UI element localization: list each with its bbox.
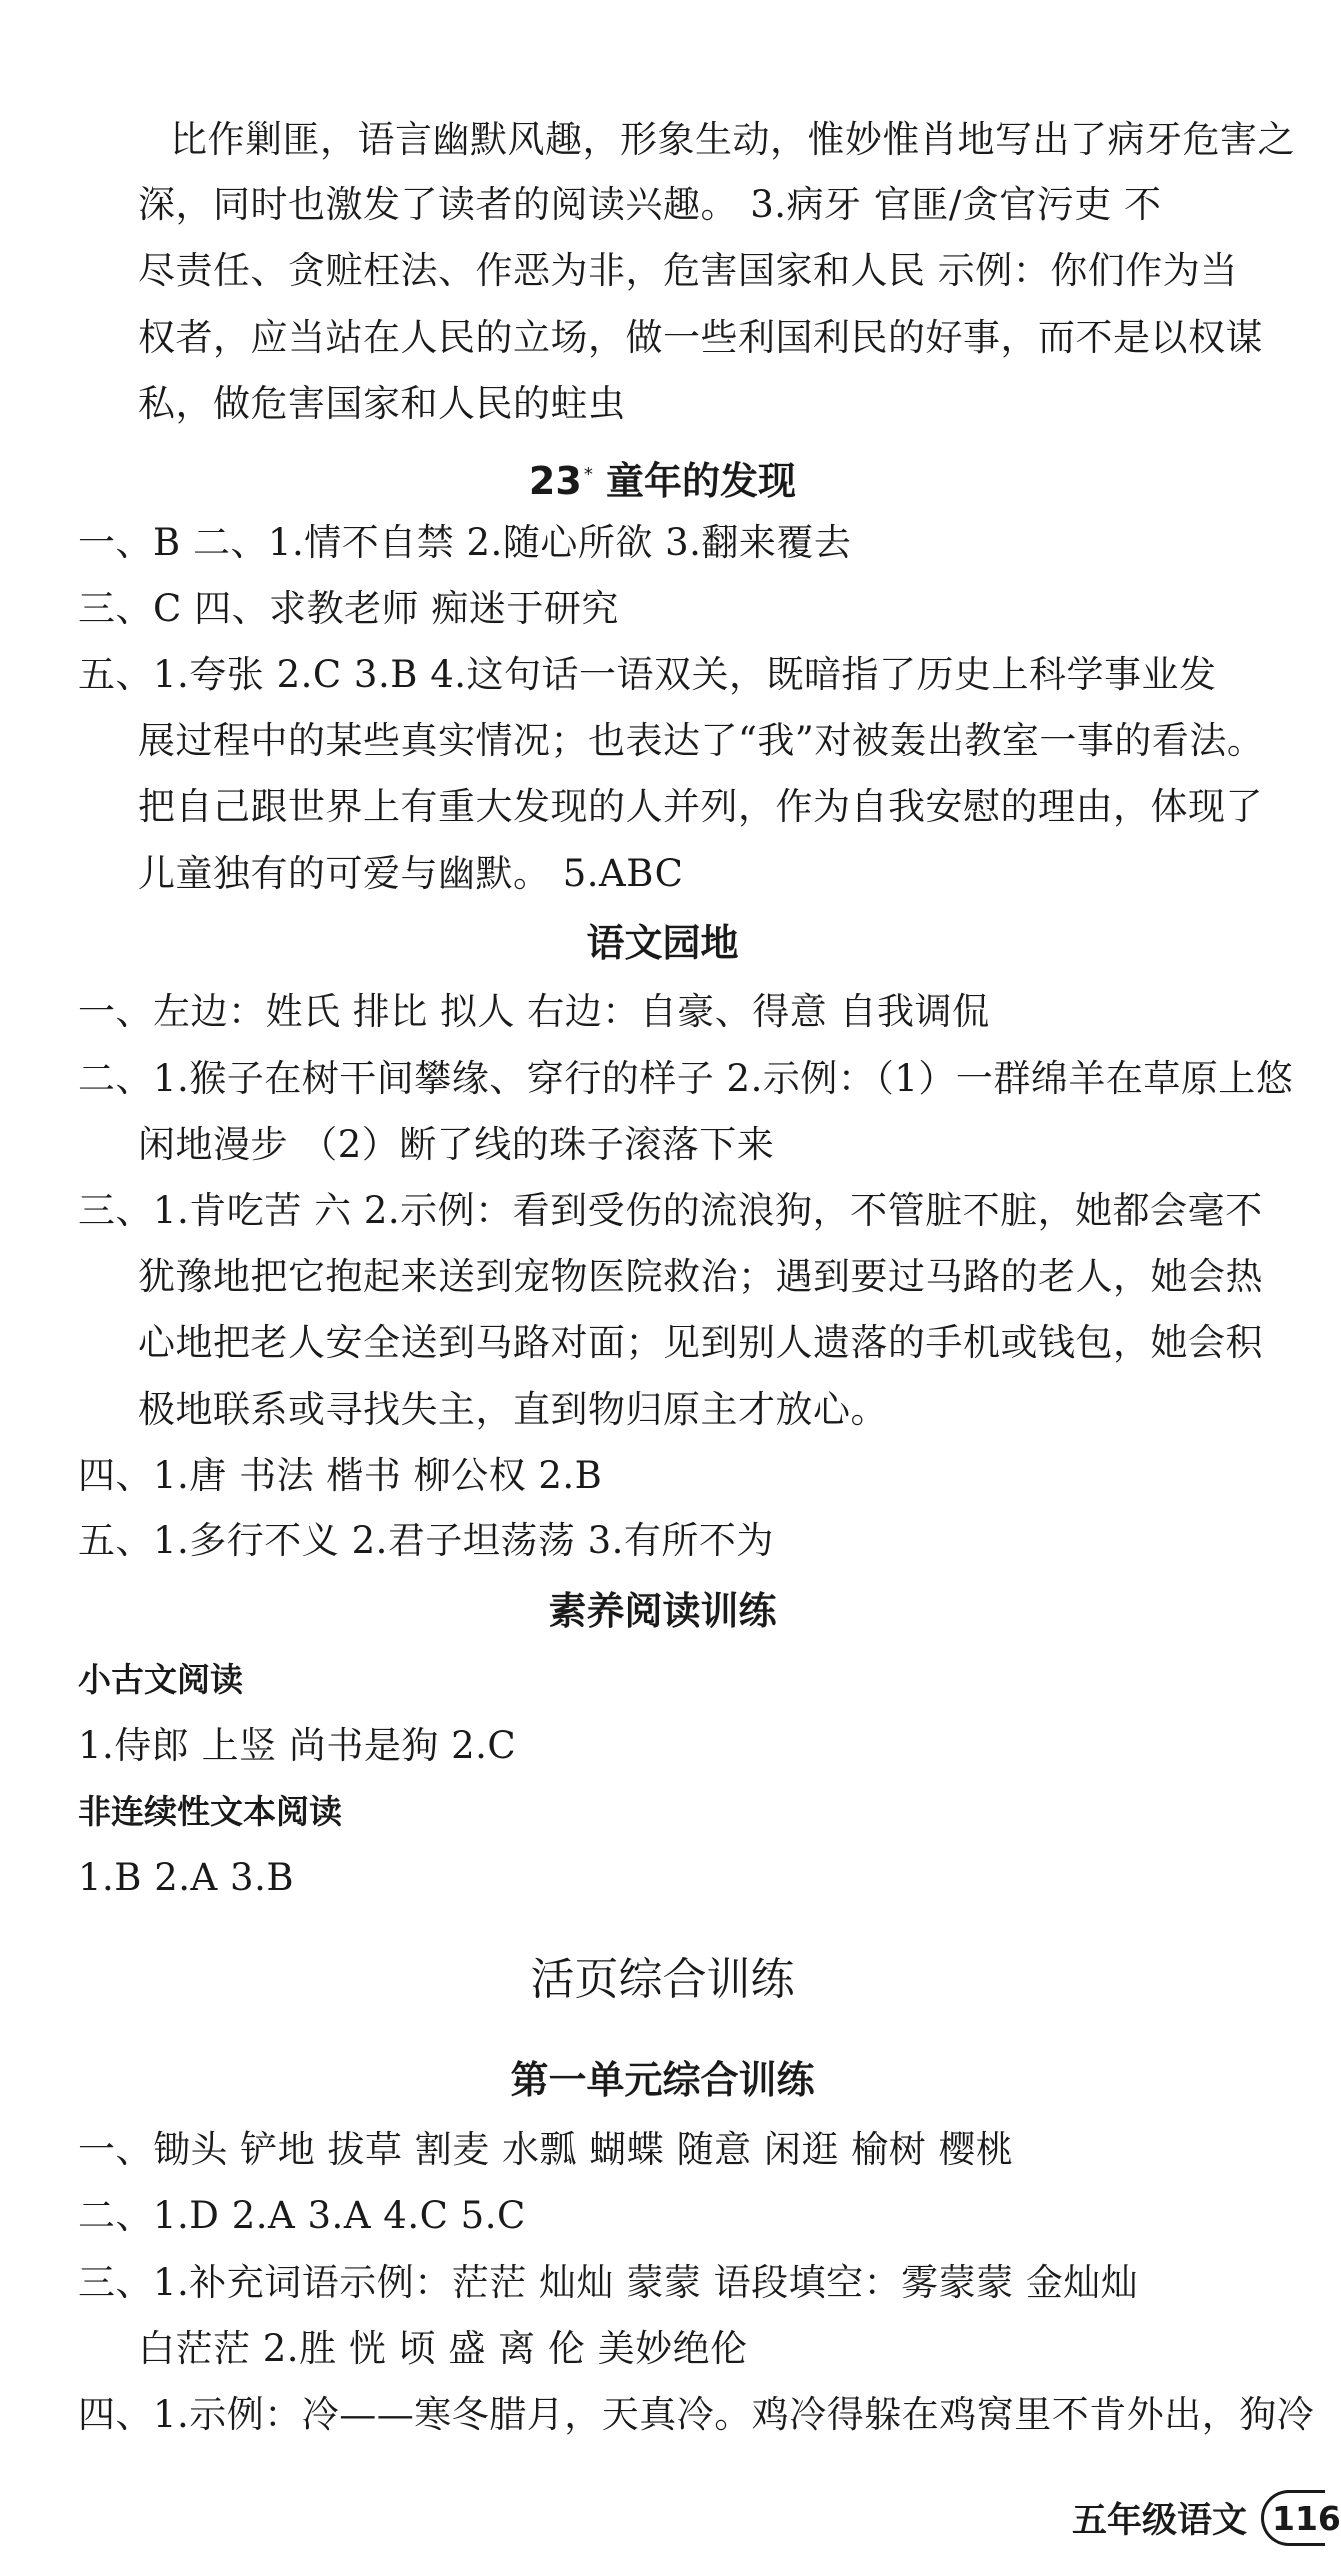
- text-line: 三、1.肯吃苦 六 2.示例：看到受伤的流浪狗，不管脏不脏，她都会毫不: [78, 1189, 1263, 1232]
- text-line: 二、1.D 2.A 3.A 4.C 5.C: [78, 2194, 526, 2237]
- text-line: 四、1.唐 书法 楷书 柳公权 2.B: [78, 1454, 603, 1497]
- text-line: 闲地漫步 （2）断了线的珠子滚落下来: [138, 1123, 775, 1166]
- text-line: 极地联系或寻找失主，直到物归原主才放心。: [138, 1388, 888, 1431]
- optional-star-mark: *: [583, 464, 593, 485]
- text-line: 四、1.示例：冷——寒冬腊月，天真冷。鸡冷得躲在鸡窝里不肯外出，狗冷: [78, 2393, 1315, 2436]
- page-number: 116: [1272, 2498, 1341, 2538]
- lesson-title: 童年的发现: [606, 459, 797, 503]
- text-line: 权者，应当站在人民的立场，做一些利国利民的好事，而不是以权谋: [138, 316, 1263, 359]
- text-line: 儿童独有的可爱与幽默。 5.ABC: [138, 852, 684, 895]
- section-heading-huoye: 活页综合训练: [530, 1954, 795, 2005]
- text-line: 深，同时也激发了读者的阅读兴趣。 3.病牙 官匪/贪官污吏 不: [138, 183, 1162, 226]
- text-line: 犹豫地把它抱起来送到宠物医院救治；遇到要过马路的老人，她会热: [138, 1255, 1263, 1298]
- section-heading-unit1: 第一单元综合训练: [510, 2058, 815, 2102]
- text-line: 展过程中的某些真实情况；也表达了“我”对被轰出教室一事的看法。: [138, 719, 1265, 762]
- text-line: 五、1.夸张 2.C 3.B 4.这句话一语双关，既暗指了历史上科学事业发: [78, 653, 1217, 696]
- text-line: 尽责任、贪赃枉法、作恶为非，危害国家和人民 示例：你们作为当: [138, 249, 1238, 292]
- text-line: 1.侍郎 上竖 尚书是狗 2.C: [78, 1724, 517, 1767]
- text-line: 一、锄头 铲地 拔草 割麦 水瓢 蝴蝶 随意 闲逛 榆树 樱桃: [78, 2128, 1014, 2171]
- text-line: 五、1.多行不义 2.君子坦荡荡 3.有所不为: [78, 1519, 774, 1562]
- section-heading-suyang: 素养阅读训练: [548, 1589, 777, 1633]
- subheading-xiaoguwen: 小古文阅读: [78, 1660, 243, 1699]
- grade-subject-label: 五年级语文: [1071, 2501, 1247, 2541]
- text-line: 三、C 四、求教老师 痴迷于研究: [78, 587, 619, 630]
- text-line: 私，做危害国家和人民的蛀虫: [138, 382, 626, 425]
- text-line: 一、B 二、1.情不自禁 2.随心所欲 3.翻来覆去: [78, 521, 852, 564]
- page-footer: [1071, 2488, 1341, 2548]
- lesson-number: 23: [528, 459, 582, 503]
- text-line: 心地把老人安全送到马路对面；见到别人遗落的手机或钱包，她会积: [138, 1321, 1263, 1364]
- text-line: 三、1.补充词语示例：茫茫 灿灿 蒙蒙 语段填空：雾蒙蒙 金灿灿: [78, 2261, 1139, 2304]
- text-line: 比作剿匪，语言幽默风趣，形象生动，惟妙惟肖地写出了病牙危害之: [170, 118, 1295, 161]
- page-number-badge: [1261, 2490, 1341, 2546]
- section-heading-23: [0, 450, 1325, 506]
- text-line: 把自己跟世界上有重大发现的人并列，作为自我安慰的理由，体现了: [138, 785, 1263, 828]
- text-line: 一、左边：姓氏 排比 拟人 右边：自豪、得意 自我调侃: [78, 990, 990, 1033]
- section-heading-yuwen: 语文园地: [586, 921, 739, 965]
- subheading-feilianxu: 非连续性文本阅读: [78, 1792, 342, 1831]
- text-line: 1.B 2.A 3.B: [78, 1856, 295, 1899]
- text-line: 二、1.猴子在树干间攀缘、穿行的样子 2.示例：（1）一群绵羊在草原上悠: [78, 1057, 1294, 1100]
- text-line: 白茫茫 2.胜 恍 顷 盛 离 伦 美妙绝伦: [138, 2327, 748, 2370]
